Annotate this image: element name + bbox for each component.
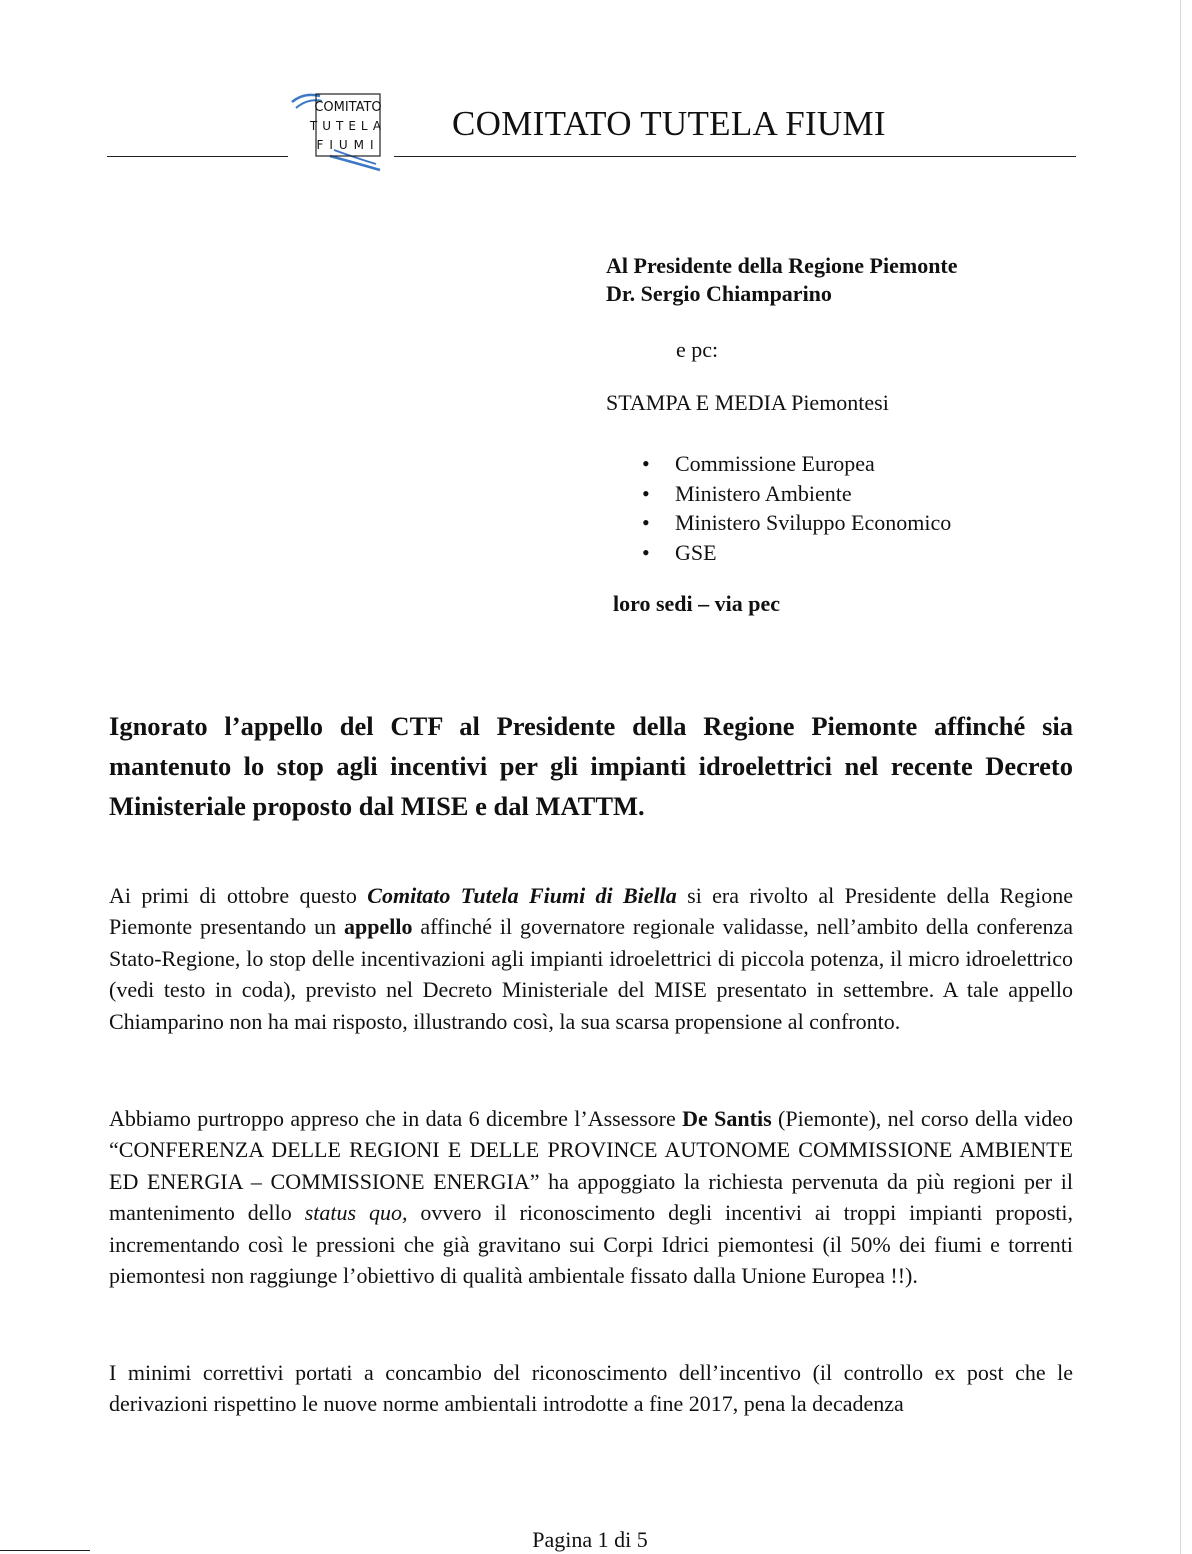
- committee-name: Comitato Tutela Fiumi di Biella: [367, 883, 677, 908]
- status-quo: status quo,: [304, 1200, 408, 1226]
- paragraph-2: Abbiamo purtroppo appreso che in data 6 dicembre l’Assessore De Santis (Piemonte), nel corso della video “CONFERENZA DELLE REGIONI E DELLE PROVINCE AUTONOME COMMISSIONE AMBIENTE ED ENERGIA – COMMISSIONE ENERGIA” ha appoggiato la richiesta pervenuta da più regioni per il mantenimento dello status quo, ovvero il riconoscimento degli incentivi ai troppi impianti proposti, incrementando così le pressioni che già gravitano sui Corpi Idrici piemontesi (il 50% dei fiumi e torrenti piemontesi non raggiunge l’obiettivo di qualità ambientale fissato dalla Unione Europea !!).: [109, 1106, 1073, 1289]
- cc-item-label: Commissione Europea: [675, 451, 875, 476]
- recipient-line-1: Al Presidente della Regione Piemonte: [606, 253, 958, 278]
- footer-rule: [0, 1550, 90, 1551]
- logo-text-line3: FIUMI: [316, 138, 380, 152]
- delivery-note: loro sedi – via pec: [613, 591, 781, 616]
- logo-text-line1: COMITATO: [314, 100, 382, 115]
- cc-item-label: Ministero Sviluppo Economico: [675, 510, 952, 535]
- bullet-icon: •: [642, 510, 650, 535]
- appeal-word: appello: [344, 914, 413, 940]
- headline: Ignorato l’appello del CTF al Presidente della Regione Piemonte affinché sia mantenuto lo stop agli incentivi per gli impianti idroelettrici nel recente Decreto Ministeriale proposto dal MISE e dal MATTM.: [109, 711, 1073, 821]
- committee-logo: [290, 90, 386, 174]
- organization-title: COMITATO TUTELA FIUMI: [452, 104, 886, 143]
- paragraph-1: Ai primi di ottobre questo Comitato Tutela Fiumi di Biella si era rivolto al Presidente della Regione Piemonte presentando un appello affinché il governatore regionale validasse, nell’ambito della conferenza Stato-Regione, lo stop delle incentivazioni agli impianti idroelettrici di piccola potenza, il micro idroelettrico (vedi testo in coda), previsto nel Decreto Ministeriale del MISE presentato in settembre. A tale appello Chiamparino non ha mai risposto, illustrando così, la sua scarsa propensione al confronto.: [109, 883, 1074, 1034]
- header-rule-left: [107, 156, 288, 157]
- recipient-line-2: Dr. Sergio Chiamparino: [606, 281, 832, 306]
- bullet-icon: •: [642, 451, 650, 476]
- header-rule-right: [394, 156, 1076, 157]
- cc-item-label: GSE: [675, 539, 717, 565]
- list-item: [642, 538, 951, 568]
- cc-item-label: Ministero Ambiente: [675, 480, 852, 506]
- recipient-block: [606, 252, 958, 308]
- list-item: [642, 508, 951, 538]
- bullet-icon: •: [642, 539, 650, 565]
- paragraph-3: I minimi correttivi portati a concambio del riconoscimento dell’incentivo (il controllo ex post che le derivazioni rispettino le nuove norme ambientali introdotte a fine 2017, pena la decadenza: [109, 1360, 1073, 1417]
- bullet-icon: •: [642, 480, 650, 506]
- list-item: [642, 479, 951, 509]
- page-edge: [1180, 0, 1181, 1554]
- cc-list: [642, 449, 951, 567]
- logo-text-line2: TUTELA: [309, 119, 386, 133]
- page-number: Pagina 1 di 5: [532, 1527, 648, 1552]
- cc-press: STAMPA E MEDIA Piemontesi: [606, 390, 889, 415]
- cc-label: e pc:: [676, 337, 719, 362]
- assessor-name: De Santis: [682, 1106, 772, 1131]
- list-item: [642, 449, 951, 479]
